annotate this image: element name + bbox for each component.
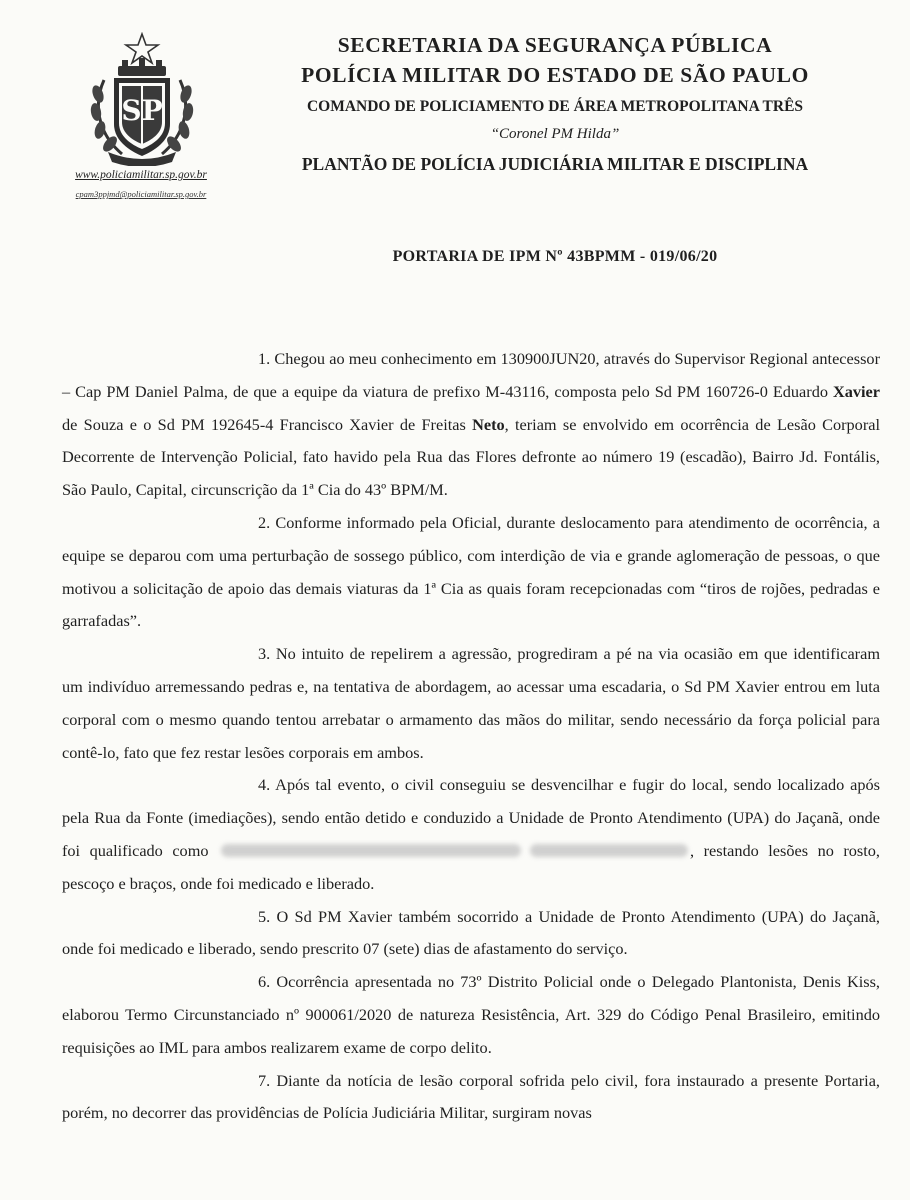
header-coronel: “Coronel PM Hilda” bbox=[490, 126, 620, 142]
site-email-link[interactable]: cpam3ppjmd@policiamilitar.sp.gov.br bbox=[75, 189, 207, 199]
paragraph-1-bold-xavier: Xavier bbox=[832, 381, 880, 401]
pm-sp-coat-of-arms-emblem bbox=[86, 32, 198, 166]
paragraph-1-text-a: 1. Chegou ao meu conhecimento em 130900JUN20, através do Supervisor Regional antecessor – Cap PM Daniel Palma, de que a equipe da viatura de prefixo M-43116, composta pelo Sd PM 160726-0 Eduardo bbox=[62, 349, 880, 401]
document-title: PORTARIA DE IPM Nº 43BPMM - 019/06/20 bbox=[392, 248, 718, 265]
header-comando: COMANDO DE POLICIAMENTO DE ÁREA METROPOLITANA TRÊS bbox=[306, 98, 804, 115]
site-links bbox=[56, 168, 226, 200]
paragraph-1-text-c: de Souza e o Sd PM 192645-4 Francisco Xavier de Freitas bbox=[62, 414, 473, 434]
document-body bbox=[62, 343, 880, 1130]
header-plantao: PLANTÃO DE POLÍCIA JUDICIÁRIA MILITAR E DISCIPLINA bbox=[301, 154, 809, 174]
paragraph-4-text-a: 4. Após tal evento, o civil conseguiu se desvencilhar e fugir do local, sendo localizado após pela Rua da Fonte (imediações), sendo então detido e conduzido a Unidade de Pronto Atendimento (UPA) do Jaçanã, onde foi qualificado como bbox=[62, 775, 880, 860]
header-secretaria: SECRETARIA DA SEGURANÇA PÚBLICA bbox=[337, 33, 773, 57]
redacted-id-block bbox=[530, 844, 688, 857]
paragraph-1-text-e: , teriam se envolvido em ocorrência de Lesão Corporal Decorrente de Intervenção Policial, fato havido pela Rua das Flores defronte ao número 19 (escadão), Bairro Jd. Fontális, São Paulo, Capital, circunscrição da 1ª Cia do 43º BPM/M. bbox=[62, 414, 880, 500]
paragraph-1-bold-neto: Neto bbox=[472, 414, 505, 434]
paragraph-1 bbox=[62, 343, 880, 507]
svg-text:SP: SP bbox=[121, 94, 163, 127]
paragraph-6: 6. Ocorrência apresentada no 73º Distrito Policial onde o Delegado Plantonista, Denis Kiss, elaborou Termo Circunstanciado nº 900061/2020 de natureza Resistência, Art. 329 do Código Penal Brasileiro, emitindo requisições ao IML para ambos realizarem exame de corpo delito. bbox=[62, 972, 880, 1057]
paragraph-4-text-b: , restando lesões no rosto, pescoço e braços, onde foi medicado e liberado. bbox=[62, 840, 880, 893]
paragraph-5: 5. O Sd PM Xavier também socorrido a Unidade de Pronto Atendimento (UPA) do Jaçanã, onde foi medicado e liberado, sendo prescrito 07 (sete) dias de afastamento do serviço. bbox=[62, 906, 880, 959]
document-header bbox=[240, 30, 870, 176]
paragraph-4 bbox=[62, 769, 880, 900]
paragraph-7: 7. Diante da notícia de lesão corporal sofrida pelo civil, fora instaurado a presente Portaria, porém, no decorrer das providências de Polícia Judiciária Militar, surgiram novas bbox=[62, 1070, 880, 1123]
paragraph-2: 2. Conforme informado pela Oficial, durante deslocamento para atendimento de ocorrência, a equipe se deparou com uma perturbação de sossego público, com interdição de via e grande aglomeração de pessoas, o que motivou a solicitação de apoio das demais viaturas da 1ª Cia as quais foram recepcionadas com “tiros de rojões, pedradas e garrafadas”. bbox=[62, 512, 880, 631]
site-url-link[interactable]: www.policiamilitar.sp.gov.br bbox=[75, 169, 207, 181]
redacted-name-block bbox=[221, 844, 521, 857]
header-policia-militar: POLÍCIA MILITAR DO ESTADO DE SÃO PAULO bbox=[301, 63, 809, 87]
paragraph-3: 3. No intuito de repelirem a agressão, progrediram a pé na via ocasião em que identificaram um indivíduo arremessando pedras e, na tentativa de abordagem, ao acessar uma escadaria, o Sd PM Xavier entrou em luta corporal com o mesmo quando tentou arrebatar o armamento das mãos do militar, sendo necessário da força policial para contê-lo, fato que fez restar lesões corporais em ambos. bbox=[62, 644, 880, 762]
